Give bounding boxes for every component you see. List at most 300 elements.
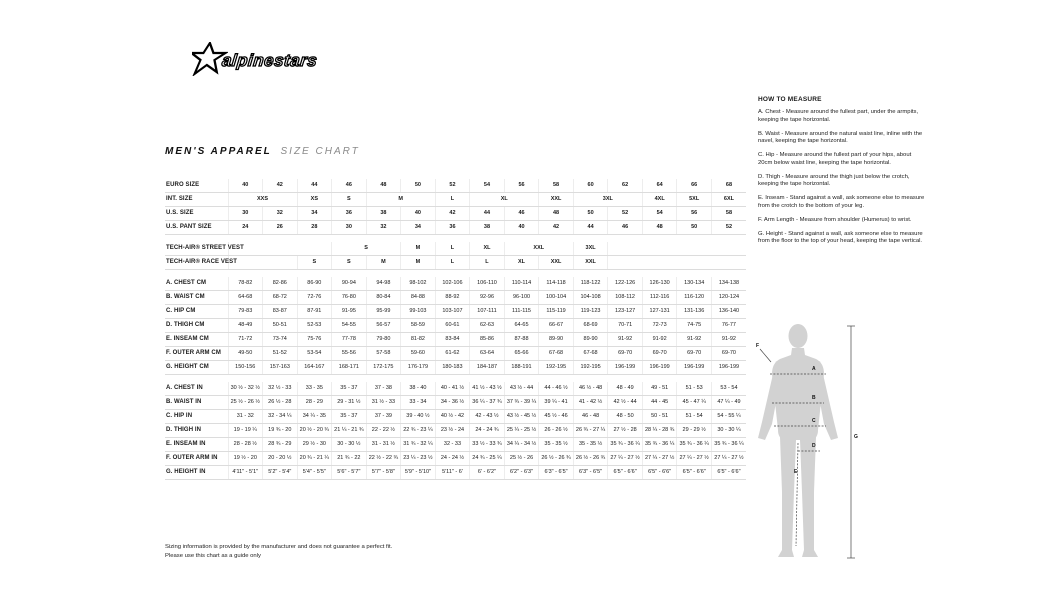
size-cell: 71-72: [228, 333, 263, 347]
size-cell: 192-195: [573, 361, 608, 375]
size-cell: 50: [573, 207, 608, 221]
size-cell: 57-58: [366, 347, 401, 361]
size-cell: 56: [677, 207, 712, 221]
size-cell: 99-103: [401, 305, 436, 319]
size-cell: 29 ½ - 30: [297, 438, 332, 452]
table-row: [165, 221, 746, 235]
size-cell: L: [435, 242, 470, 256]
size-cell: 51 - 54: [677, 410, 712, 424]
size-cell: 176-179: [401, 361, 436, 375]
size-cell: 27 ¼ - 27 ½: [642, 452, 677, 466]
size-cell: 54 - 55 ¼: [711, 410, 746, 424]
size-cell: 6XL: [711, 193, 746, 207]
size-cell: 46 - 48: [573, 410, 608, 424]
size-cell: XL: [504, 256, 539, 270]
size-cell: 83-87: [263, 305, 298, 319]
size-cell: 38: [366, 207, 401, 221]
size-cell: 115-119: [539, 305, 574, 319]
size-cell: L: [435, 193, 470, 207]
size-cell: 6'5" - 6'6": [608, 466, 643, 480]
table-row: [165, 466, 746, 480]
size-cell: 24 - 24 ½: [435, 452, 470, 466]
title-sub: SIZE CHART: [280, 146, 360, 157]
size-cell: 42: [539, 221, 574, 235]
size-cell: 5'4" - 5'5": [297, 466, 332, 480]
size-cell: 127-131: [642, 305, 677, 319]
size-cell: 5XL: [677, 193, 712, 207]
size-cell: 3XL: [573, 193, 642, 207]
size-cell: 91-92: [711, 333, 746, 347]
size-cell: 100-104: [539, 291, 574, 305]
size-cell: 25 ½ - 26: [504, 452, 539, 466]
size-cell: 34 - 36 ½: [435, 396, 470, 410]
size-cell: 51 - 53: [677, 382, 712, 396]
size-cell: 40 ½ - 42: [435, 410, 470, 424]
row-label: F. OUTER ARM CM: [165, 347, 228, 361]
row-label: EURO SIZE: [165, 179, 228, 193]
size-cell: 69-70: [711, 347, 746, 361]
size-cell: 62-63: [470, 319, 505, 333]
size-cell: XXS: [228, 193, 297, 207]
figure-label-arm: F: [756, 343, 760, 349]
size-cell: 35 - 35 ½: [539, 438, 574, 452]
size-cell: 5'2" - 5'4": [263, 466, 298, 480]
size-cell: 114-118: [539, 277, 574, 291]
size-cell: 21 ¼ - 21 ¾: [332, 424, 367, 438]
size-cell: 59-60: [401, 347, 436, 361]
row-label: B. WAIST IN: [165, 396, 228, 410]
size-cell: 48: [642, 221, 677, 235]
size-table: [165, 179, 746, 480]
size-cell: XXL: [539, 256, 574, 270]
size-cell: 69-70: [642, 347, 677, 361]
size-cell: 25 ¼ - 25 ½: [504, 424, 539, 438]
row-label: D. THIGH IN: [165, 424, 228, 438]
table-row: [165, 305, 746, 319]
size-cell: 29 - 31 ½: [332, 396, 367, 410]
size-cell: 19 - 19 ¼: [228, 424, 263, 438]
size-cell: 70-71: [608, 319, 643, 333]
size-cell: 66: [677, 179, 712, 193]
size-cell: 91-92: [608, 333, 643, 347]
size-cell: 122-126: [608, 277, 643, 291]
size-cell: S: [332, 242, 401, 256]
size-cell: 88-92: [435, 291, 470, 305]
size-cell: 102-106: [435, 277, 470, 291]
size-cell: 52: [608, 207, 643, 221]
size-cell: 33 - 35: [297, 382, 332, 396]
size-cell: 6'5" - 6'6": [711, 466, 746, 480]
size-cell: 44: [470, 207, 505, 221]
page-title: [165, 146, 360, 157]
row-label: C. HIP CM: [165, 305, 228, 319]
size-cell: 40: [504, 221, 539, 235]
size-cell: 3XL: [573, 242, 608, 256]
size-cell: 27 ¼ - 27 ½: [711, 452, 746, 466]
size-cell: 56: [504, 179, 539, 193]
size-cell: 50: [677, 221, 712, 235]
size-cell: 98-102: [401, 277, 436, 291]
size-cell: 36: [332, 207, 367, 221]
size-cell: 92-96: [470, 291, 505, 305]
size-cell: 196-199: [711, 361, 746, 375]
title-main: MEN'S APPAREL: [165, 146, 272, 157]
size-cell: 52: [711, 221, 746, 235]
size-cell: 95-99: [366, 305, 401, 319]
size-cell: 43 ½ - 45 ½: [504, 410, 539, 424]
size-cell: 6'3" - 6'5": [573, 466, 608, 480]
size-cell: 6'2" - 6'3": [504, 466, 539, 480]
size-cell: 91-95: [332, 305, 367, 319]
table-row: [165, 256, 746, 270]
size-cell: 32 - 34 ¼: [263, 410, 298, 424]
size-cell: 76-77: [711, 319, 746, 333]
table-row: [165, 452, 746, 466]
table-row: [165, 242, 746, 256]
size-cell: 38 - 40: [401, 382, 436, 396]
size-cell: 85-86: [470, 333, 505, 347]
measure-heading: HOW TO MEASURE: [758, 96, 822, 103]
size-cell: 46: [332, 179, 367, 193]
row-label: D. THIGH CM: [165, 319, 228, 333]
size-cell: 136-140: [711, 305, 746, 319]
size-cell: XXL: [573, 256, 608, 270]
size-cell: 86-90: [297, 277, 332, 291]
size-cell: 172-175: [366, 361, 401, 375]
size-cell: XXL: [504, 242, 573, 256]
size-cell: 5'7" - 5'8": [366, 466, 401, 480]
measure-arm-length: F. Arm Length - Measure from shoulder (Humerus) to wrist.: [758, 216, 912, 223]
size-cell: 60: [573, 179, 608, 193]
size-cell: 49-50: [228, 347, 263, 361]
figure-label-hip: C: [812, 418, 816, 424]
size-cell: [608, 242, 746, 256]
size-cell: 72-73: [642, 319, 677, 333]
size-cell: 61-62: [435, 347, 470, 361]
row-label: INT. SIZE: [165, 193, 228, 207]
size-cell: 26 ½ - 26 ¾: [573, 452, 608, 466]
size-cell: 79-83: [228, 305, 263, 319]
size-cell: 87-91: [297, 305, 332, 319]
size-cell: 23 ½ - 24: [435, 424, 470, 438]
size-cell: 54-55: [332, 319, 367, 333]
size-cell: 20 - 20 ½: [263, 452, 298, 466]
size-cell: 32 - 33: [435, 438, 470, 452]
size-cell: 89-90: [539, 333, 574, 347]
size-cell: 24: [228, 221, 263, 235]
size-cell: 51-52: [263, 347, 298, 361]
size-cell: 41 ½ - 43 ½: [470, 382, 505, 396]
size-cell: 91-92: [642, 333, 677, 347]
table-row: [165, 361, 746, 375]
table-row: [165, 438, 746, 452]
size-cell: 19 ½ - 20: [228, 452, 263, 466]
size-cell: 33 - 34: [401, 396, 436, 410]
size-cell: 19 ¾ - 20: [263, 424, 298, 438]
size-cell: 22 ¾ - 23 ¼: [401, 424, 436, 438]
size-cell: 26 ½ - 28: [263, 396, 298, 410]
size-cell: 26 ¾ - 27 ¼: [573, 424, 608, 438]
table-row: [165, 410, 746, 424]
size-cell: 23 ¼ - 23 ½: [401, 452, 436, 466]
row-label: U.S. SIZE: [165, 207, 228, 221]
size-cell: 75-76: [297, 333, 332, 347]
size-cell: 196-199: [677, 361, 712, 375]
size-cell: 81-82: [401, 333, 436, 347]
size-cell: 64-68: [228, 291, 263, 305]
size-cell: 66-67: [539, 319, 574, 333]
size-cell: 33 ½ - 33 ¾: [470, 438, 505, 452]
size-cell: S: [297, 256, 332, 270]
measure-hip: C. Hip - Measure around the fullest part of your hips, about 20cm below waist line, keeping the tape horizontal.: [758, 152, 912, 166]
table-row: [165, 179, 746, 193]
size-cell: 31 ¾ - 32 ¼: [401, 438, 436, 452]
disclaimer-line-2: Please use this chart as a guide only: [165, 552, 261, 559]
size-cell: XS: [297, 193, 332, 207]
size-cell: 46 ½ - 48: [573, 382, 608, 396]
size-cell: 64: [642, 179, 677, 193]
size-cell: 50-51: [263, 319, 298, 333]
size-cell: 196-199: [608, 361, 643, 375]
size-header-block: [165, 179, 746, 235]
size-cell: 28 ¾ - 29: [263, 438, 298, 452]
size-cell: M: [401, 256, 436, 270]
size-cell: 44: [297, 179, 332, 193]
size-cell: 25 ½ - 26 ½: [228, 396, 263, 410]
size-cell: 106-110: [470, 277, 505, 291]
size-cell: 78-82: [228, 277, 263, 291]
size-cell: 50: [401, 179, 436, 193]
row-label: E. INSEAM IN: [165, 438, 228, 452]
disclaimer: [165, 543, 392, 560]
size-cell: 31 - 32: [228, 410, 263, 424]
table-row: [165, 277, 746, 291]
row-label: F. OUTER ARM IN: [165, 452, 228, 466]
size-cell: 73-74: [263, 333, 298, 347]
size-cell: XL: [470, 242, 505, 256]
size-cell: 188-191: [504, 361, 539, 375]
size-cell: 130-134: [677, 277, 712, 291]
size-cell: 42 ½ - 44: [608, 396, 643, 410]
size-cell: 6'5" - 6'6": [642, 466, 677, 480]
table-row: [165, 291, 746, 305]
size-cell: 74-75: [677, 319, 712, 333]
row-label: TECH-AIR® RACE VEST: [165, 256, 228, 270]
size-cell: 21 ¾ - 22: [332, 452, 367, 466]
size-cell: 126-130: [642, 277, 677, 291]
figure-label-waist: B: [812, 395, 816, 401]
size-cell: 67-68: [539, 347, 574, 361]
size-cell: 36: [435, 221, 470, 235]
size-cell: 37 ¾ - 39 ¼: [504, 396, 539, 410]
size-cell: 116-120: [677, 291, 712, 305]
size-cell: 58: [539, 179, 574, 193]
size-cell: M: [401, 242, 436, 256]
size-cell: 20 ½ - 20 ¾: [297, 424, 332, 438]
size-cell: 168-171: [332, 361, 367, 375]
size-cell: 34: [401, 221, 436, 235]
row-label: E. INSEAM CM: [165, 333, 228, 347]
size-cell: 52-53: [297, 319, 332, 333]
disclaimer-line-1: Sizing information is provided by the manufacturer and does not guarantee a perfect fit.: [165, 544, 393, 550]
how-to-measure-panel: [758, 96, 926, 252]
figure-label-thigh: D: [812, 443, 816, 449]
size-cell: 43 ½ - 44: [504, 382, 539, 396]
size-cell: 50 - 51: [642, 410, 677, 424]
size-cell: 30 - 30 ½: [332, 438, 367, 452]
measure-chest: A. Chest - Measure around the fullest part, under the armpits, keeping the tape horizontal.: [758, 109, 919, 123]
size-cell: 4XL: [642, 193, 677, 207]
measure-height: G. Height - Stand against a wall, ask someone else to measure from the floor to the top of your head, keeping the tape vertical.: [758, 230, 923, 245]
size-cell: S: [332, 256, 367, 270]
row-label: A. CHEST IN: [165, 382, 228, 396]
size-cell: 47 ¼ - 49: [711, 396, 746, 410]
size-cell: 27 ¼ - 27 ½: [608, 452, 643, 466]
size-cell: 41 - 42 ½: [573, 396, 608, 410]
size-cell: L: [435, 256, 470, 270]
size-cell: 62: [608, 179, 643, 193]
size-cell: 6' - 6'2": [470, 466, 505, 480]
size-cell: 84-88: [401, 291, 436, 305]
size-cell: 64-65: [504, 319, 539, 333]
size-cell: 28 - 29: [297, 396, 332, 410]
size-cell: 180-183: [435, 361, 470, 375]
size-cell: 120-124: [711, 291, 746, 305]
size-cell: 91-92: [677, 333, 712, 347]
size-cell: S: [332, 193, 367, 207]
size-cell: [228, 256, 297, 270]
size-cell: 53-54: [297, 347, 332, 361]
size-cell: 131-136: [677, 305, 712, 319]
size-cell: M: [366, 193, 435, 207]
size-cell: 184-187: [470, 361, 505, 375]
size-cell: 77-78: [332, 333, 367, 347]
size-cell: 32 ½ - 33: [263, 382, 298, 396]
size-cell: 196-199: [642, 361, 677, 375]
size-cell: 22 ½ - 22 ¾: [366, 452, 401, 466]
size-cell: M: [366, 256, 401, 270]
size-cell: L: [470, 256, 505, 270]
size-cell: 72-76: [297, 291, 332, 305]
size-cell: 42: [263, 179, 298, 193]
inch-measurements-block: [165, 382, 746, 480]
size-cell: 111-115: [504, 305, 539, 319]
table-row: [165, 382, 746, 396]
size-cell: 35 ¾ - 36 ¼: [608, 438, 643, 452]
figure-label-inseam: E: [794, 469, 798, 475]
figure-label-height: G: [854, 434, 858, 440]
size-cell: 108-112: [608, 291, 643, 305]
figure-label-chest: A: [812, 366, 816, 372]
table-row: [165, 193, 746, 207]
size-cell: 45 - 47 ¼: [677, 396, 712, 410]
size-cell: 5'11" - 6': [435, 466, 470, 480]
size-cell: 22 - 22 ½: [366, 424, 401, 438]
size-cell: 48: [539, 207, 574, 221]
size-cell: 123-127: [608, 305, 643, 319]
size-cell: 104-108: [573, 291, 608, 305]
size-cell: 30 ½ - 32 ½: [228, 382, 263, 396]
size-cell: 83-84: [435, 333, 470, 347]
size-cell: XXL: [539, 193, 574, 207]
size-cell: 44 - 45: [642, 396, 677, 410]
size-cell: 24 ¾ - 25 ¼: [470, 452, 505, 466]
size-cell: 36 ¼ - 37 ¾: [470, 396, 505, 410]
size-cell: 54: [470, 179, 505, 193]
table-row: [165, 396, 746, 410]
size-cell: 46: [504, 207, 539, 221]
logo-wordmark: alpinestars: [221, 51, 319, 70]
size-cell: [608, 256, 746, 270]
size-cell: 6'3" - 6'5": [539, 466, 574, 480]
size-cell: 119-123: [573, 305, 608, 319]
size-cell: 54: [642, 207, 677, 221]
size-cell: 94-98: [366, 277, 401, 291]
size-cell: 30: [228, 207, 263, 221]
body-silhouette: [754, 322, 868, 568]
size-cell: 34: [297, 207, 332, 221]
size-cell: 192-195: [539, 361, 574, 375]
size-cell: 38: [470, 221, 505, 235]
measure-thigh: D. Thigh - Measure around the thigh just below the crotch, keeping the tape horizontal.: [758, 173, 910, 188]
size-cell: 20 ¾ - 21 ¼: [297, 452, 332, 466]
size-cell: 89-90: [573, 333, 608, 347]
size-cell: 87-88: [504, 333, 539, 347]
body-measurement-figure: [754, 322, 868, 568]
size-cell: 56-57: [366, 319, 401, 333]
size-cell: 118-122: [573, 277, 608, 291]
row-label: C. HIP IN: [165, 410, 228, 424]
table-row: [165, 333, 746, 347]
size-cell: 67-68: [573, 347, 608, 361]
size-cell: 40: [228, 179, 263, 193]
size-cell: 5'9" - 5'10": [401, 466, 436, 480]
alpinestars-logo: [192, 42, 342, 78]
size-cell: 31 - 31 ½: [366, 438, 401, 452]
size-cell: 28 ¼ - 28 ¾: [642, 424, 677, 438]
row-label: U.S. PANT SIZE: [165, 221, 228, 235]
size-cell: 49 - 51: [642, 382, 677, 396]
size-cell: 65-66: [504, 347, 539, 361]
size-cell: 42 - 43 ½: [470, 410, 505, 424]
size-cell: XL: [470, 193, 539, 207]
size-cell: 35 ¾ - 36 ¼: [642, 438, 677, 452]
size-cell: 96-100: [504, 291, 539, 305]
size-cell: 28 - 28 ½: [228, 438, 263, 452]
size-cell: 34 ¼ - 35: [297, 410, 332, 424]
size-cell: 46: [608, 221, 643, 235]
size-cell: 37 - 38: [366, 382, 401, 396]
cm-measurements-block: [165, 277, 746, 375]
size-cell: 39 - 40 ½: [401, 410, 436, 424]
size-cell: 68: [711, 179, 746, 193]
size-cell: 29 - 29 ½: [677, 424, 712, 438]
size-cell: 76-80: [332, 291, 367, 305]
row-label: B. WAIST CM: [165, 291, 228, 305]
size-cell: 44: [573, 221, 608, 235]
size-cell: 26: [263, 221, 298, 235]
row-label: TECH-AIR® STREET VEST: [165, 242, 228, 256]
size-cell: 35 - 35 ½: [573, 438, 608, 452]
size-cell: 4'11" - 5'1": [228, 466, 263, 480]
size-cell: 30: [332, 221, 367, 235]
size-cell: 68-69: [573, 319, 608, 333]
size-cell: 5'6" - 5'7": [332, 466, 367, 480]
table-row: [165, 319, 746, 333]
size-cell: 48: [366, 179, 401, 193]
size-cell: 31 ½ - 33: [366, 396, 401, 410]
size-cell: 26 - 26 ½: [539, 424, 574, 438]
